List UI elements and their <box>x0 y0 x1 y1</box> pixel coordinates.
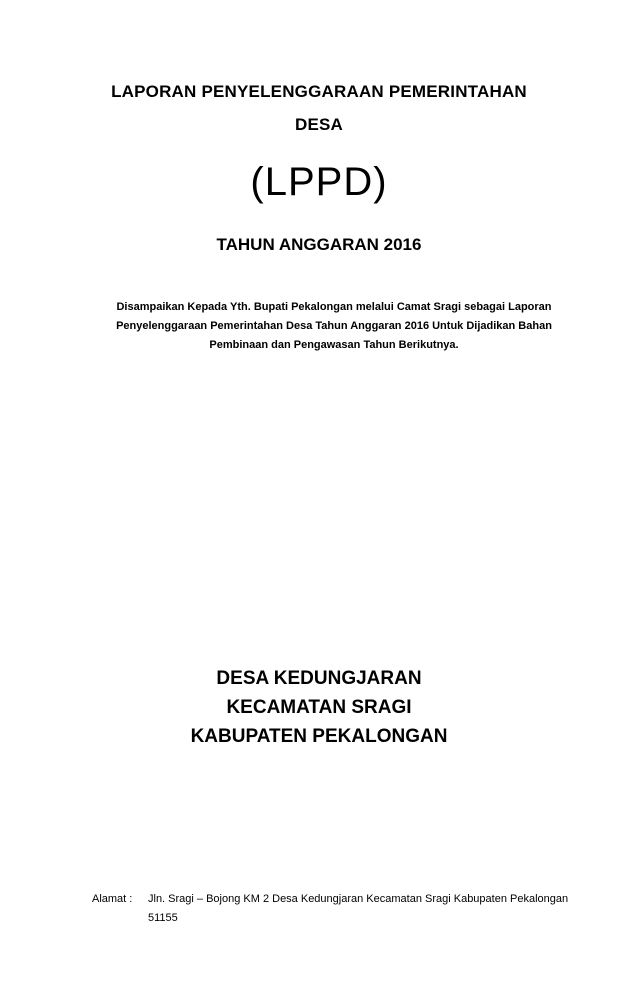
intro-line: Disampaikan Kepada Yth. Bupati Pekalongan melalui Camat Sragi sebagai Laporan <box>116 301 552 313</box>
village-block <box>0 664 638 751</box>
intro-paragraph <box>110 298 558 355</box>
report-title-line-2: DESA <box>294 115 344 134</box>
fiscal-year: TAHUN ANGGARAN 2016 <box>216 235 422 254</box>
address-line-2: 51155 <box>148 912 178 924</box>
report-title-line-1: LAPORAN PENYELENGGARAAN PEMERINTAHAN <box>111 82 527 101</box>
intro-line: Pembinaan dan Pengawasan Tahun Berikutnya. <box>209 339 459 351</box>
regency-name: KABUPATEN PEKALONGAN <box>190 726 448 747</box>
address-label: Alamat : <box>92 893 133 905</box>
intro-line: Penyelenggaraan Pemerintahan Desa Tahun Anggaran 2016 Untuk Dijadikan Bahan <box>116 320 552 332</box>
village-name: DESA KEDUNGJARAN <box>216 668 422 689</box>
district-name: KECAMATAN SRAGI <box>226 697 412 718</box>
address-line-1: Jln. Sragi – Bojong KM 2 Desa Kedungjaran Kecamatan Sragi Kabupaten Pekalongan <box>148 893 569 905</box>
report-acronym: (LPPD) <box>250 160 388 204</box>
